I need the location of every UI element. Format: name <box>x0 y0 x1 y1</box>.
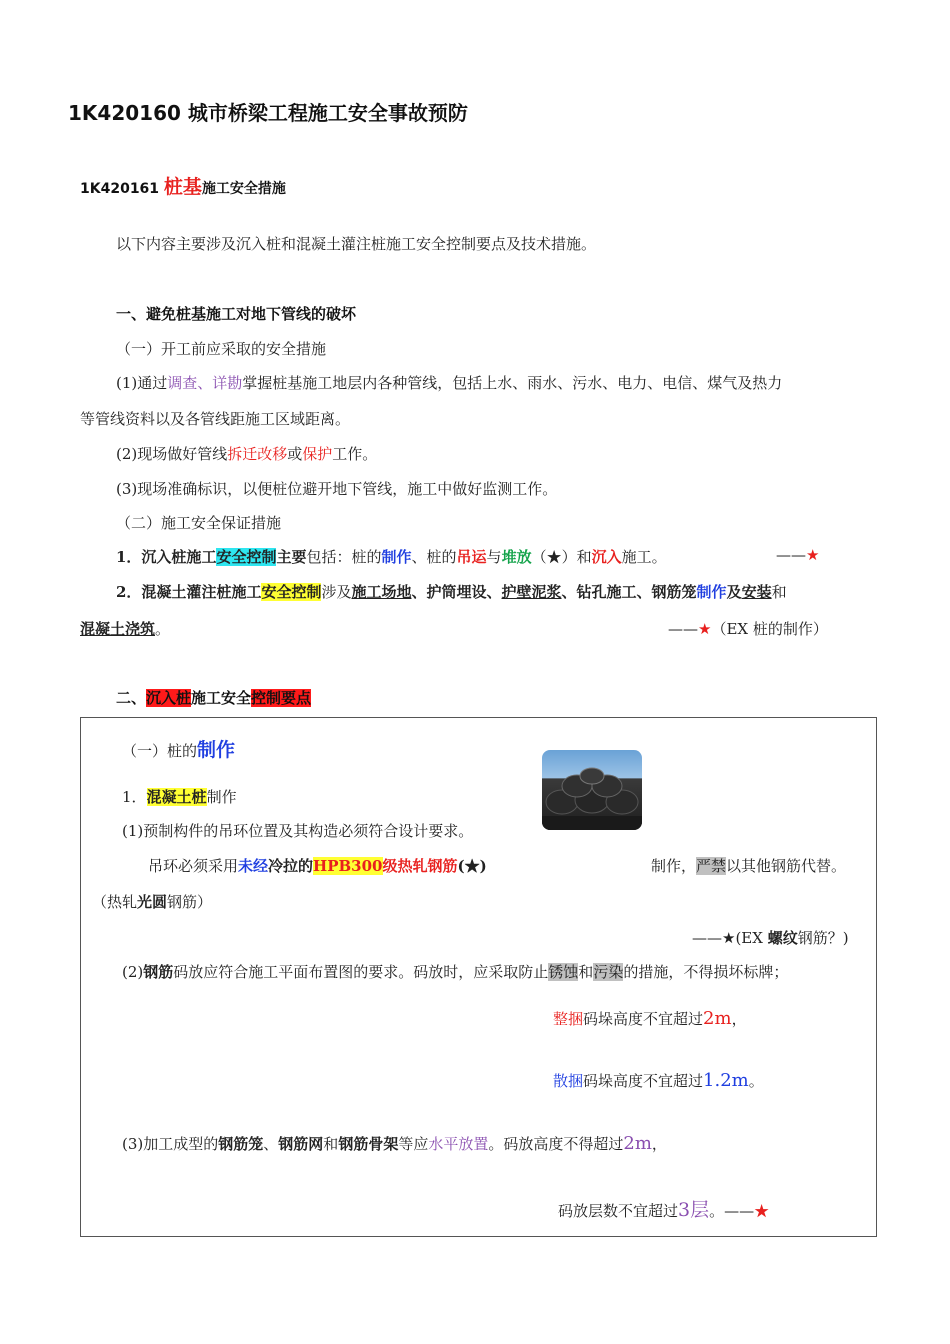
text-highlight-red: 控制要点 <box>251 689 312 707</box>
text: 施工。 <box>621 548 667 566</box>
subtitle-highlight: 桩基 <box>163 176 202 198</box>
text-bold: 、护筒埋设、 <box>411 583 502 601</box>
text-underline: 护壁泥浆 <box>501 583 562 601</box>
s2-layer-limit <box>558 1195 769 1222</box>
s1-list-1 <box>116 546 667 567</box>
text-purple: 调查、详勘 <box>167 374 243 392</box>
text: （热轧 <box>92 893 138 911</box>
s2-ring-rule <box>148 855 487 876</box>
s2-concrete-pile <box>122 786 237 807</box>
s1-item-1 <box>116 372 782 393</box>
s1-list-2 <box>116 581 787 602</box>
text: 制作 <box>206 788 237 806</box>
text: 码垛高度不宜超过 <box>583 1072 704 1090</box>
text: 码放应符合施工平面布置图的要求。码放时，应采取防止 <box>173 963 549 981</box>
text: 与 <box>486 548 502 566</box>
text: 工作。 <box>332 445 378 463</box>
text-red-highlight: HPB300 <box>313 857 383 875</box>
text-bold: 主要 <box>276 548 307 566</box>
text-red: 拆迁改移 <box>227 445 288 463</box>
text-bold: (★) <box>457 857 487 875</box>
text: ——★(EX <box>692 929 768 947</box>
text-highlight-gray: 锈蚀 <box>548 963 579 981</box>
s1-subheading-1: （一）开工前应采取的安全措施 <box>116 340 327 358</box>
text: 钢筋？) <box>797 929 849 947</box>
text: 以其他钢筋代替。 <box>726 857 847 875</box>
text: 包括：桩的 <box>306 548 382 566</box>
text-purple-large: 2m <box>623 1133 652 1154</box>
text-bold: 光圆 <box>137 893 168 911</box>
text: 。 <box>748 1072 764 1090</box>
text-highlight-red: 沉入桩 <box>146 689 192 707</box>
text-purple: 水平放置 <box>428 1135 489 1153</box>
text-highlight-yellow: 混凝土桩 <box>146 788 207 806</box>
page-title: 1K420160 城市桥梁工程施工安全事故预防 <box>68 101 468 125</box>
text-bold: 、钻孔施工、钢筋笼 <box>561 583 697 601</box>
text: 。—— <box>709 1202 755 1220</box>
text-bold: 钢筋 <box>143 963 174 981</box>
text-blue: 制作 <box>696 583 727 601</box>
text: 、桩的 <box>411 548 457 566</box>
s1-item-1-cont: 等管线资料以及各管线距施工区域距离。 <box>80 410 351 428</box>
section1-heading: 一、避免桩基施工对地下管线的破坏 <box>116 305 357 323</box>
s1-list-1-mark <box>776 546 819 564</box>
text-red: 级热轧钢筋 <box>382 857 458 875</box>
text-highlight-gray: 污染 <box>593 963 624 981</box>
text-bold: 2．混凝土灌注桩施工 <box>116 583 262 601</box>
text: 钢筋） <box>167 893 213 911</box>
star-icon: ★ <box>806 546 820 564</box>
text: 码放层数不宜超过 <box>558 1202 679 1220</box>
text-bold: 钢筋骨架 <box>338 1135 399 1153</box>
text-blue-large: 制作 <box>197 739 236 761</box>
text: 涉及 <box>321 583 352 601</box>
text: ， <box>651 1135 667 1153</box>
text: 1． <box>122 788 147 806</box>
s2-ring-rule-end <box>651 855 846 876</box>
s2-round-bar <box>92 891 212 912</box>
text-highlight-yellow: 安全控制 <box>261 583 322 601</box>
text: (3)加工成型的 <box>122 1135 219 1153</box>
s1-subheading-2: （二）施工安全保证措施 <box>116 514 282 532</box>
section2-heading <box>116 687 311 708</box>
text: (2) <box>122 963 144 981</box>
text-red: 整捆 <box>553 1010 584 1028</box>
text-bold: 钢筋网 <box>278 1135 324 1153</box>
text: 制作， <box>651 857 697 875</box>
text-bold: 螺纹 <box>767 929 798 947</box>
s2-ex-note <box>692 927 849 948</box>
s2-item-3 <box>122 1133 667 1154</box>
text: 和 <box>578 963 594 981</box>
text: 施工安全 <box>191 689 252 707</box>
text-blue: 散捆 <box>553 1072 584 1090</box>
s1-list-2-mark <box>668 618 828 639</box>
text: （★）和 <box>531 548 592 566</box>
s1-list-2-cont <box>80 618 170 639</box>
text-red: 吊运 <box>456 548 487 566</box>
text: (1)通过 <box>116 374 168 392</box>
text: 。 <box>155 620 171 638</box>
s2-bundle-height <box>553 1008 747 1029</box>
text: 和 <box>771 583 787 601</box>
text-bold: 1．沉入桩施工 <box>116 548 217 566</box>
text-red: 保护 <box>302 445 333 463</box>
text-purple-large: 3层 <box>678 1199 710 1221</box>
text: 掌握桩基施工地层内各种管线，包括上水、雨水、污水、电力、电信、煤气及热力 <box>242 374 783 392</box>
text: （一）桩的 <box>122 742 198 760</box>
text-highlight-cyan: 安全控制 <box>216 548 277 566</box>
text: (2)现场做好管线 <box>116 445 228 463</box>
text: 吊环必须采用 <box>148 857 239 875</box>
text-green: 堆放 <box>501 548 532 566</box>
text-underline: 安装 <box>741 583 772 601</box>
text: 二、 <box>116 689 147 707</box>
steel-coil-photo <box>542 750 642 830</box>
section-subtitle <box>80 172 286 199</box>
s1-item-2 <box>116 443 377 464</box>
text-bold: 钢筋笼 <box>218 1135 264 1153</box>
text-red-large: 2m <box>703 1008 732 1029</box>
text-highlight-gray: 严禁 <box>696 857 727 875</box>
dash: —— <box>776 546 806 564</box>
text-underline: 施工场地 <box>351 583 412 601</box>
subtitle-rest: 施工安全措施 <box>201 181 286 197</box>
text: 码垛高度不宜超过 <box>583 1010 704 1028</box>
intro-paragraph: 以下内容主要涉及沉入桩和混凝土灌注桩施工安全控制要点及技术措施。 <box>116 235 597 253</box>
s2-item-2 <box>122 961 788 982</box>
s2-pile-making <box>122 735 235 762</box>
note: （EX 桩的制作） <box>711 620 828 638</box>
dash: —— <box>668 620 698 638</box>
text-bold: 冷拉的 <box>268 857 314 875</box>
text-red: 沉入 <box>591 548 622 566</box>
text-blue: 未经 <box>238 857 269 875</box>
text: 和 <box>323 1135 339 1153</box>
text-blue: 制作 <box>381 548 412 566</box>
text-bold: 及 <box>726 583 742 601</box>
text: 等应 <box>398 1135 429 1153</box>
text: 的措施，不得损坏标牌； <box>623 963 789 981</box>
text: 。码放高度不得超过 <box>488 1135 624 1153</box>
text-underline: 混凝土浇筑 <box>80 620 156 638</box>
text: 、 <box>263 1135 279 1153</box>
subtitle-code: 1K420161 <box>80 181 164 197</box>
s2-item-1: (1)预制构件的吊环位置及其构造必须符合设计要求。 <box>122 822 474 840</box>
star-icon: ★ <box>698 620 712 638</box>
s1-item-3: (3)现场准确标识，以便桩位避开地下管线，施工中做好监测工作。 <box>116 480 558 498</box>
star-icon: ★ <box>754 1202 770 1220</box>
text-blue-large: 1.2m <box>703 1070 749 1091</box>
text: ， <box>731 1010 747 1028</box>
text: 或 <box>287 445 303 463</box>
s2-loose-height <box>553 1070 764 1091</box>
